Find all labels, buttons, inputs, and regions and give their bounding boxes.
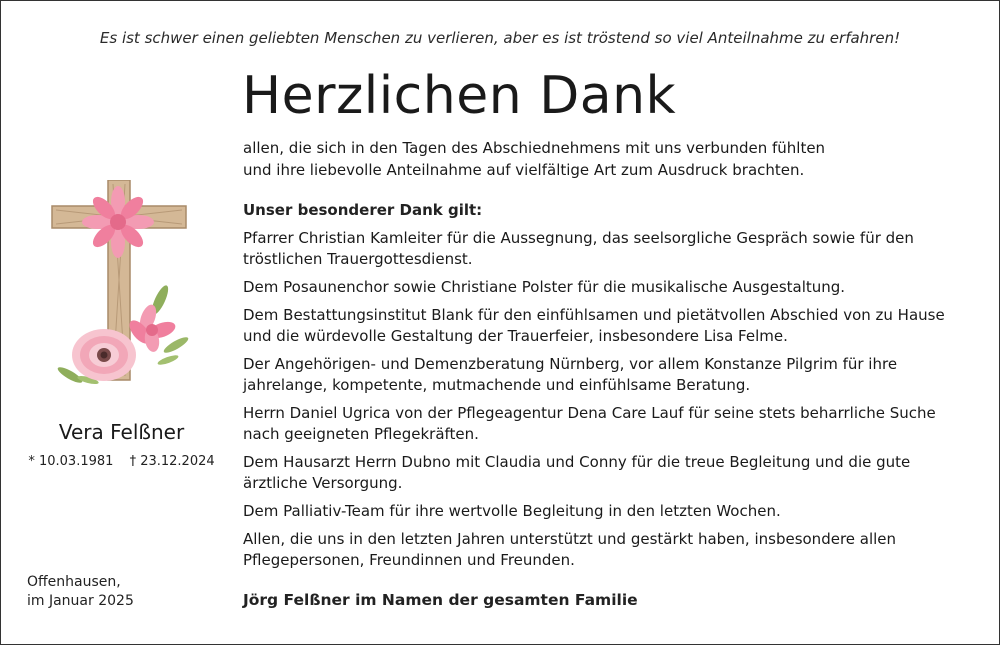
entry-line: Pfarrer Christian Kamleiter für die Aussegnung, das seelsorgliche Gespräch sowie für den (243, 229, 914, 247)
signature: Jörg Felßner im Namen der gesamten Familie (243, 591, 638, 609)
thanks-subheading: Unser besonderer Dank gilt: (243, 201, 483, 219)
entry-line: tröstlichen Trauergottesdienst. (243, 250, 473, 268)
entry-line: Dem Posaunenchor sowie Christiane Polster für die musikalische Ausgestaltung. (243, 278, 846, 296)
date-line: im Januar 2025 (27, 593, 134, 609)
thanks-entry (243, 277, 983, 298)
entry-line: und die würdevolle Gestaltung der Trauerfeier, insbesondere Lisa Felme. (243, 327, 788, 345)
entry-line: Der Angehörigen- und Demenzberatung Nürnberg, vor allem Konstanze Pilgrim für ihre (243, 355, 898, 373)
entry-line: Dem Bestattungsinstitut Blank für den einfühlsamen und pietätvollen Abschied von zu Hause (243, 306, 945, 324)
entry-line: Pflegepersonen, Freundinnen und Freunden. (243, 551, 575, 569)
thanks-entry (243, 354, 983, 396)
cross-with-flowers-icon (48, 180, 198, 395)
entry-line: Dem Palliativ-Team für ihre wertvolle Begleitung in den letzten Wochen. (243, 502, 781, 520)
entry-line: Herrn Daniel Ugrica von der Pflegeagentur Dena Care Lauf für seine stets beharrliche Suche (243, 404, 936, 422)
entry-line: nach geeigneten Pflegekräften. (243, 425, 479, 443)
motto: Es ist schwer einen geliebten Menschen zu verlieren, aber es ist tröstend so viel Anteilnahme zu erfahren! (99, 29, 901, 47)
thanks-entry (243, 501, 983, 522)
place-line: Offenhausen, (27, 574, 121, 590)
entry-line: jahrelange, kompetente, mutmachende und einfühlsame Beratung. (243, 376, 751, 394)
life-dates (0, 454, 243, 469)
thanks-entry (243, 403, 983, 445)
flower-icon (82, 186, 154, 258)
deceased-name: Vera Felßner (58, 420, 185, 444)
entry-line: ärztliche Versorgung. (243, 474, 403, 492)
flower-icon (72, 329, 136, 381)
thanks-entry (243, 305, 983, 347)
birth-date: * 10.03.1981 (28, 454, 114, 469)
intro-text (243, 137, 963, 181)
page-title: Herzlichen Dank (242, 66, 677, 126)
entry-line: Dem Hausarzt Herrn Dubno mit Claudia und Conny für die treue Begleitung und die gute (243, 453, 911, 471)
thanks-list (243, 228, 983, 578)
thanks-entry (243, 228, 983, 270)
entry-line: Allen, die uns in den letzten Jahren unterstützt und gestärkt haben, insbesondere allen (243, 530, 897, 548)
place-and-date (27, 573, 134, 611)
thanks-entry (243, 529, 983, 571)
death-date: † 23.12.2024 (129, 454, 215, 469)
intro-line-1: allen, die sich in den Tagen des Abschiednehmens mit uns verbunden fühlten (243, 139, 826, 157)
intro-line-2: und ihre liebevolle Anteilnahme auf vielfältige Art zum Ausdruck brachten. (243, 161, 805, 179)
thanks-entry (243, 452, 983, 494)
